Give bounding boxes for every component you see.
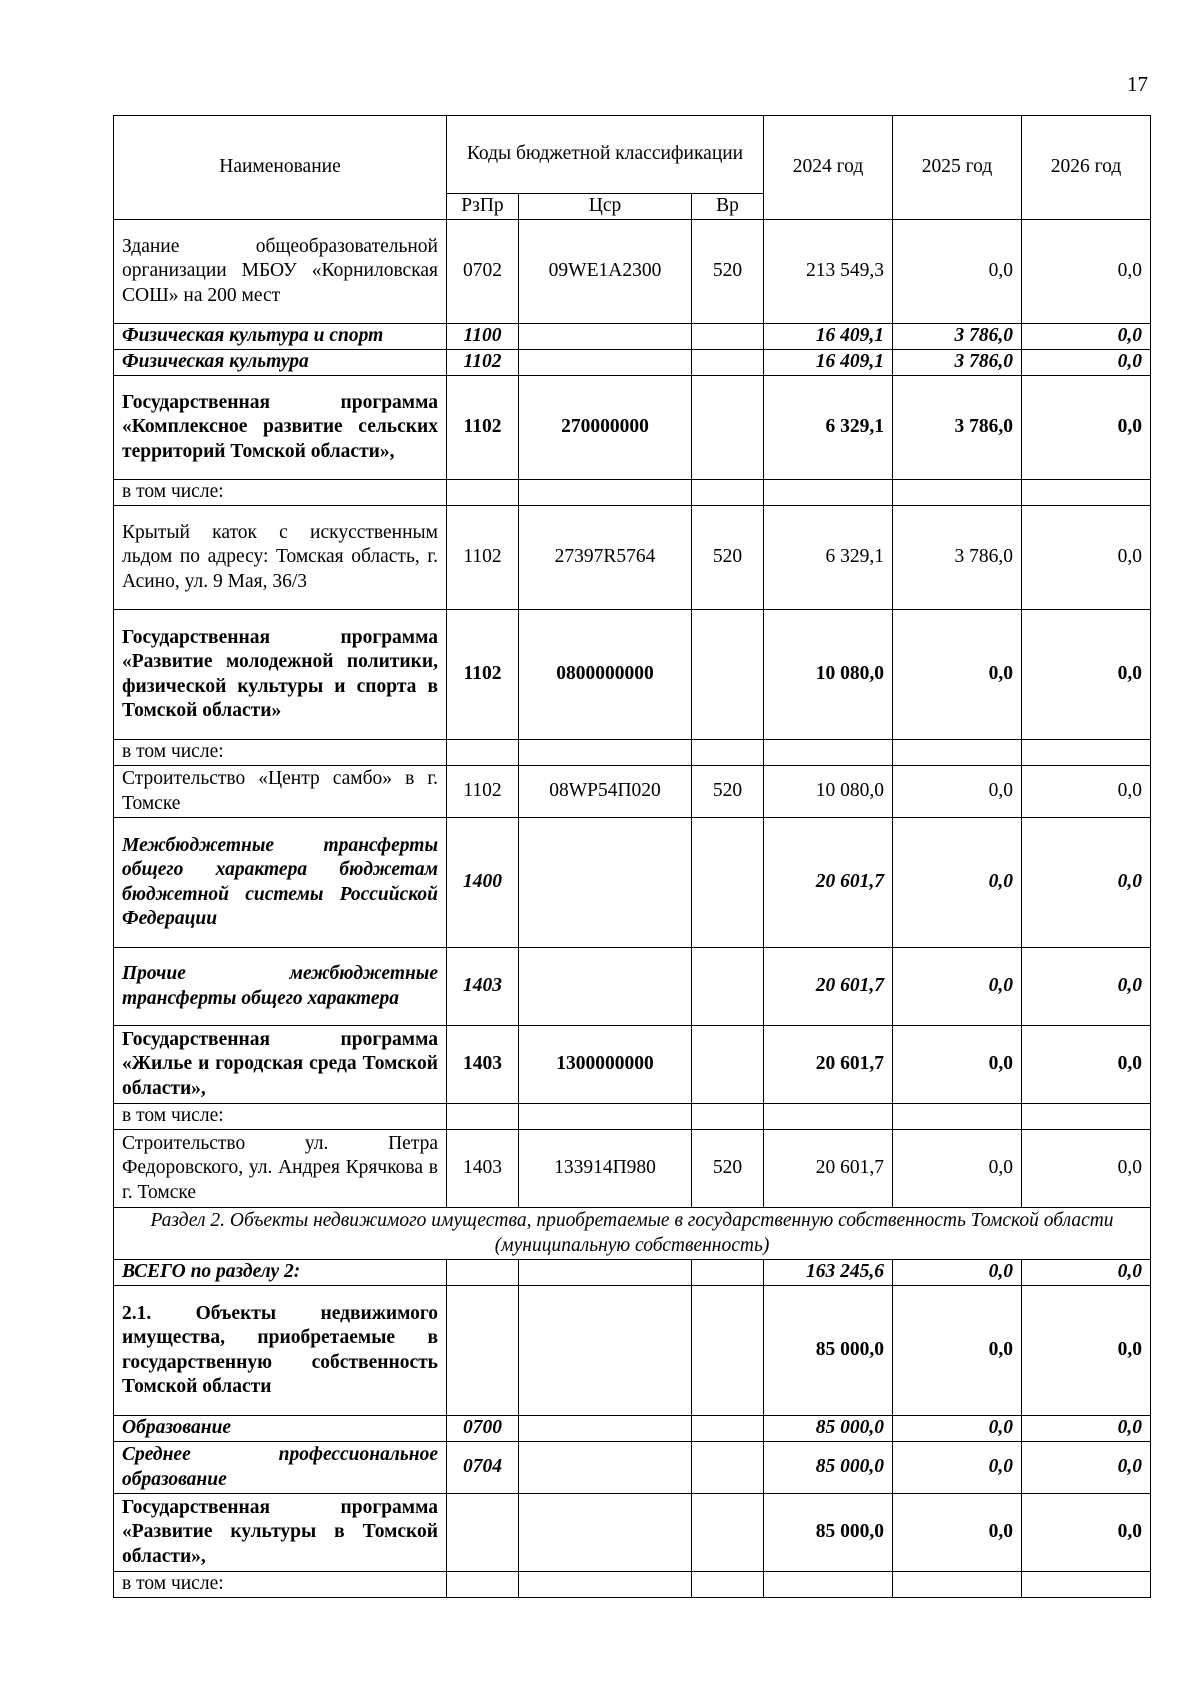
cell-rzpr	[447, 1572, 519, 1598]
cell-2025: 3 786,0	[893, 376, 1022, 480]
cell-2024: 6 329,1	[764, 376, 893, 480]
cell-csr	[519, 818, 692, 948]
cell-2024: 10 080,0	[764, 610, 893, 740]
table-row	[114, 1260, 1151, 1286]
cell-2026: 0,0	[1022, 766, 1151, 818]
cell-csr	[519, 1494, 692, 1572]
page-number: 17	[1127, 72, 1148, 96]
cell-2024: 20 601,7	[764, 948, 893, 1026]
cell-name: ВСЕГО по разделу 2:	[114, 1260, 447, 1286]
cell-2024: 6 329,1	[764, 506, 893, 610]
cell-2026: 0,0	[1022, 1442, 1151, 1494]
table-body	[114, 220, 1151, 1598]
cell-2025: 0,0	[893, 1494, 1022, 1572]
cell-2024: 85 000,0	[764, 1416, 893, 1442]
table-row	[114, 1104, 1151, 1130]
header-vr: Вр	[692, 194, 764, 220]
cell-vr	[692, 1104, 764, 1130]
cell-vr: 520	[692, 220, 764, 324]
cell-name: Прочие межбюджетные трансферты общего характера	[114, 948, 447, 1026]
cell-rzpr	[447, 1286, 519, 1416]
cell-csr	[519, 350, 692, 376]
cell-name: Межбюджетные трансферты общего характера бюджетам бюджетной системы Российской Федерации	[114, 818, 447, 948]
table-row	[114, 1026, 1151, 1104]
cell-2026: 0,0	[1022, 324, 1151, 350]
cell-vr	[692, 324, 764, 350]
cell-2026: 0,0	[1022, 948, 1151, 1026]
cell-vr	[692, 1442, 764, 1494]
cell-2026: 0,0	[1022, 1416, 1151, 1442]
cell-rzpr	[447, 1260, 519, 1286]
table-row	[114, 506, 1151, 610]
cell-rzpr: 0702	[447, 220, 519, 324]
table-row	[114, 220, 1151, 324]
cell-2026	[1022, 480, 1151, 506]
cell-2025: 0,0	[893, 1260, 1022, 1286]
cell-rzpr: 1100	[447, 324, 519, 350]
table-row	[114, 376, 1151, 480]
cell-2026	[1022, 740, 1151, 766]
cell-2026: 0,0	[1022, 376, 1151, 480]
header-2026: 2026 год	[1022, 116, 1151, 220]
cell-2025: 0,0	[893, 610, 1022, 740]
cell-rzpr: 1102	[447, 350, 519, 376]
cell-name: Государственная программа «Жилье и городская среда Томской области»,	[114, 1026, 447, 1104]
cell-2026: 0,0	[1022, 350, 1151, 376]
cell-2026: 0,0	[1022, 1026, 1151, 1104]
cell-rzpr: 1102	[447, 506, 519, 610]
cell-csr	[519, 948, 692, 1026]
cell-vr	[692, 1416, 764, 1442]
cell-vr: 520	[692, 506, 764, 610]
cell-2024	[764, 740, 893, 766]
cell-2025: 0,0	[893, 1286, 1022, 1416]
cell-2026: 0,0	[1022, 1260, 1151, 1286]
table-row	[114, 1208, 1151, 1260]
budget-table	[113, 115, 1151, 1598]
cell-vr	[692, 948, 764, 1026]
cell-2026: 0,0	[1022, 610, 1151, 740]
cell-rzpr	[447, 480, 519, 506]
cell-2024: 85 000,0	[764, 1286, 893, 1416]
cell-2026: 0,0	[1022, 818, 1151, 948]
table-row	[114, 610, 1151, 740]
cell-vr: 520	[692, 1130, 764, 1208]
cell-2024: 85 000,0	[764, 1494, 893, 1572]
cell-2024: 213 549,3	[764, 220, 893, 324]
cell-2025: 3 786,0	[893, 506, 1022, 610]
cell-2025	[893, 1572, 1022, 1598]
cell-2024	[764, 1104, 893, 1130]
section-heading: Раздел 2. Объекты недвижимого имущества, приобретаемые в государственную собственность Томской области (муниципальную собственность)	[114, 1208, 1151, 1260]
cell-2025: 0,0	[893, 948, 1022, 1026]
table-row	[114, 1494, 1151, 1572]
cell-csr: 09WE1A2300	[519, 220, 692, 324]
table-row	[114, 766, 1151, 818]
table-row	[114, 1442, 1151, 1494]
cell-name: в том числе:	[114, 1104, 447, 1130]
table-row	[114, 480, 1151, 506]
cell-rzpr: 1403	[447, 948, 519, 1026]
cell-2025: 0,0	[893, 1026, 1022, 1104]
cell-2026: 0,0	[1022, 506, 1151, 610]
cell-2025: 0,0	[893, 818, 1022, 948]
cell-rzpr: 1102	[447, 376, 519, 480]
cell-csr	[519, 1572, 692, 1598]
cell-name: Строительство ул. Петра Федоровского, ул. Андрея Крячкова в г. Томске	[114, 1130, 447, 1208]
cell-rzpr: 0700	[447, 1416, 519, 1442]
cell-2026: 0,0	[1022, 1130, 1151, 1208]
table-row	[114, 818, 1151, 948]
cell-csr	[519, 740, 692, 766]
cell-name: 2.1. Объекты недвижимого имущества, приобретаемые в государственную собственность Томской области	[114, 1286, 447, 1416]
cell-2025: 0,0	[893, 1416, 1022, 1442]
cell-name: в том числе:	[114, 480, 447, 506]
cell-2026	[1022, 1104, 1151, 1130]
cell-2024: 163 245,6	[764, 1260, 893, 1286]
cell-2025: 3 786,0	[893, 350, 1022, 376]
cell-name: Здание общеобразовательной организации МБОУ «Корниловская СОШ» на 200 мест	[114, 220, 447, 324]
cell-name: Государственная программа «Развитие культуры в Томской области»,	[114, 1494, 447, 1572]
cell-2024: 10 080,0	[764, 766, 893, 818]
cell-rzpr	[447, 740, 519, 766]
cell-2026	[1022, 1572, 1151, 1598]
cell-2025: 0,0	[893, 1442, 1022, 1494]
cell-2025: 0,0	[893, 1130, 1022, 1208]
cell-csr	[519, 1260, 692, 1286]
cell-csr: 270000000	[519, 376, 692, 480]
cell-2024: 20 601,7	[764, 1026, 893, 1104]
table-row	[114, 1572, 1151, 1598]
cell-csr: 0800000000	[519, 610, 692, 740]
cell-2024: 85 000,0	[764, 1442, 893, 1494]
cell-vr	[692, 818, 764, 948]
cell-vr	[692, 480, 764, 506]
cell-name: в том числе:	[114, 740, 447, 766]
cell-vr: 520	[692, 766, 764, 818]
cell-vr	[692, 1286, 764, 1416]
cell-2026: 0,0	[1022, 220, 1151, 324]
table-row	[114, 948, 1151, 1026]
header-name: Наименование	[114, 116, 447, 220]
cell-vr	[692, 1572, 764, 1598]
cell-vr	[692, 610, 764, 740]
cell-csr: 27397R5764	[519, 506, 692, 610]
cell-vr	[692, 376, 764, 480]
cell-vr	[692, 1260, 764, 1286]
cell-vr	[692, 1494, 764, 1572]
cell-rzpr	[447, 1494, 519, 1572]
cell-rzpr: 1403	[447, 1130, 519, 1208]
cell-csr: 08WP54П020	[519, 766, 692, 818]
table-row	[114, 1130, 1151, 1208]
cell-rzpr: 1102	[447, 766, 519, 818]
cell-name: Физическая культура	[114, 350, 447, 376]
cell-rzpr: 1403	[447, 1026, 519, 1104]
table-row	[114, 324, 1151, 350]
cell-name: в том числе:	[114, 1572, 447, 1598]
cell-2024	[764, 1572, 893, 1598]
cell-csr	[519, 1104, 692, 1130]
cell-2025	[893, 480, 1022, 506]
table-row	[114, 740, 1151, 766]
cell-name: Физическая культура и спорт	[114, 324, 447, 350]
cell-csr: 133914П980	[519, 1130, 692, 1208]
header-2024: 2024 год	[764, 116, 893, 220]
table-row	[114, 350, 1151, 376]
cell-csr	[519, 480, 692, 506]
cell-csr: 1300000000	[519, 1026, 692, 1104]
cell-2024: 20 601,7	[764, 1130, 893, 1208]
cell-2025	[893, 740, 1022, 766]
cell-vr	[692, 350, 764, 376]
cell-rzpr: 1102	[447, 610, 519, 740]
cell-name: Строительство «Центр самбо» в г. Томске	[114, 766, 447, 818]
cell-2024: 16 409,1	[764, 350, 893, 376]
cell-csr	[519, 324, 692, 350]
cell-2026: 0,0	[1022, 1494, 1151, 1572]
cell-vr	[692, 740, 764, 766]
cell-vr	[692, 1026, 764, 1104]
cell-csr	[519, 1286, 692, 1416]
cell-2024: 16 409,1	[764, 324, 893, 350]
cell-name: Среднее профессиональное образование	[114, 1442, 447, 1494]
header-rzpr: РзПр	[447, 194, 519, 220]
cell-name: Образование	[114, 1416, 447, 1442]
header-codes: Коды бюджетной классификации	[447, 116, 764, 194]
cell-2025: 3 786,0	[893, 324, 1022, 350]
cell-rzpr: 0704	[447, 1442, 519, 1494]
header-2025: 2025 год	[893, 116, 1022, 220]
cell-csr	[519, 1442, 692, 1494]
cell-rzpr: 1400	[447, 818, 519, 948]
cell-name: Государственная программа «Развитие молодежной политики, физической культуры и спорта в Томской области»	[114, 610, 447, 740]
table-row	[114, 1416, 1151, 1442]
cell-2025	[893, 1104, 1022, 1130]
cell-name: Государственная программа «Комплексное развитие сельских территорий Томской области»,	[114, 376, 447, 480]
cell-name: Крытый каток с искусственным льдом по адресу: Томская область, г. Асино, ул. 9 Мая, 36/3	[114, 506, 447, 610]
cell-rzpr	[447, 1104, 519, 1130]
cell-2024: 20 601,7	[764, 818, 893, 948]
header-csr: Цср	[519, 194, 692, 220]
cell-2024	[764, 480, 893, 506]
cell-csr	[519, 1416, 692, 1442]
cell-2025: 0,0	[893, 220, 1022, 324]
table-row	[114, 1286, 1151, 1416]
cell-2025: 0,0	[893, 766, 1022, 818]
cell-2026: 0,0	[1022, 1286, 1151, 1416]
